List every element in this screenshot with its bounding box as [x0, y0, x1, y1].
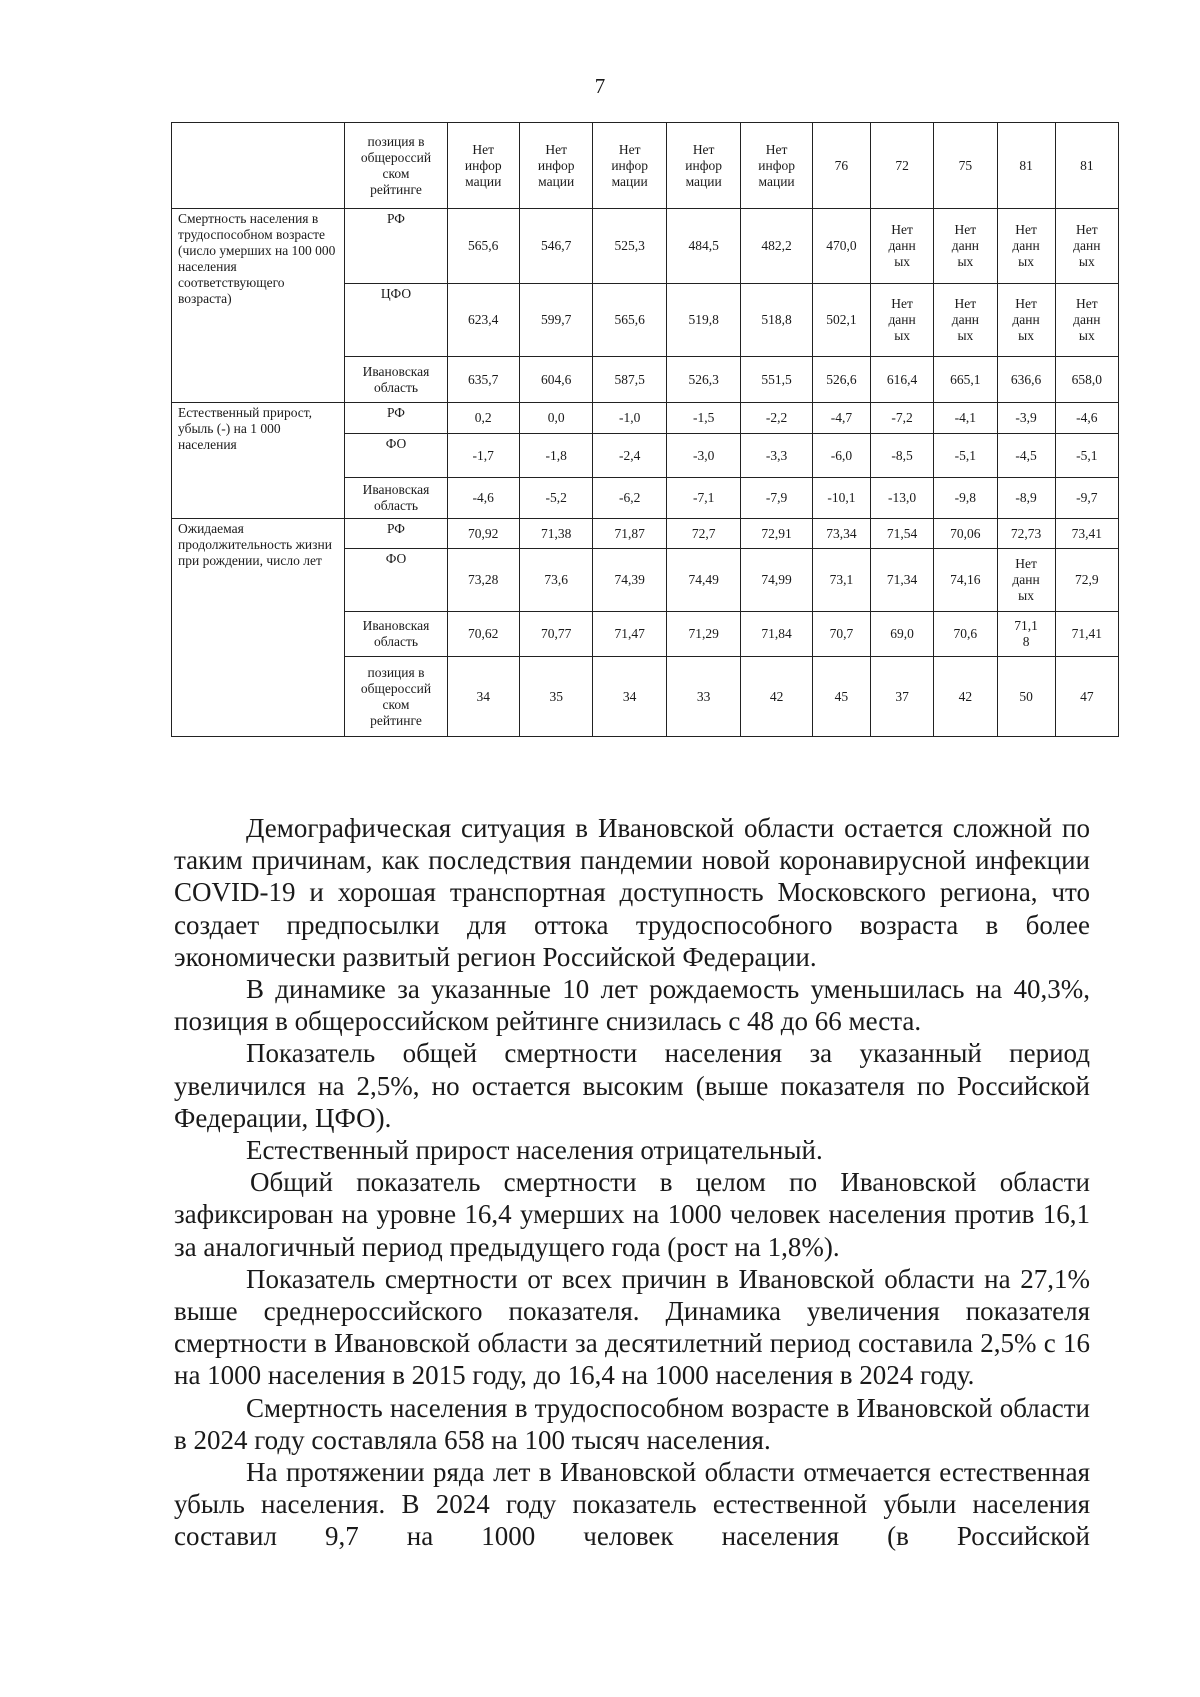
table-cell: -1,7 [447, 434, 519, 478]
region-cell: РФ [345, 519, 447, 549]
table-cell: -5,2 [519, 478, 592, 519]
table-cell: Нет данн ых [1055, 209, 1118, 284]
table-cell: 50 [997, 657, 1055, 737]
table-cell: 70,6 [934, 612, 997, 657]
table-cell: 604,6 [519, 357, 592, 403]
table-cell: 70,06 [934, 519, 997, 549]
table-cell: 551,5 [741, 357, 812, 403]
table-cell: -4,5 [997, 434, 1055, 478]
table-cell: 42 [934, 657, 997, 737]
table-cell: 33 [666, 657, 740, 737]
table-cell: 47 [1055, 657, 1118, 737]
table-cell: 502,1 [812, 284, 870, 357]
table-cell: 565,6 [447, 209, 519, 284]
table-cell: 665,1 [934, 357, 997, 403]
table-cell: 74,39 [593, 549, 666, 612]
table-cell: 0,2 [447, 403, 519, 434]
table-cell: 71,87 [593, 519, 666, 549]
table-cell: 519,8 [666, 284, 740, 357]
paragraph-1: Демографическая ситуация в Ивановской области остается сложной по таким причинам, как последствия пандемии новой коронавирусной инфекции COVID-19 и хорошая транспортная доступность Московского региона, что создает предпосылки для оттока трудоспособного возраста в более экономически развитый регион Российской Федерации. [174, 813, 1090, 972]
table-cell: 72 [870, 123, 933, 209]
table-cell: 35 [519, 657, 592, 737]
table-cell: Нет инфор мации [447, 123, 519, 209]
region-cell: Ивановская область [345, 478, 447, 519]
table-cell: 71,47 [593, 612, 666, 657]
table-cell: Нет данн ых [997, 549, 1055, 612]
table-cell: 71,84 [741, 612, 812, 657]
region-cell: Ивановская область [345, 612, 447, 657]
table-cell: 73,28 [447, 549, 519, 612]
table-cell: Нет инфор мации [666, 123, 740, 209]
table-cell: 72,7 [666, 519, 740, 549]
paragraph-4: Естественный прирост населения отрицательный. [246, 1135, 823, 1166]
rank-label-cell: позиция в общероссий ском рейтинге [345, 657, 447, 737]
table-cell: 37 [870, 657, 933, 737]
table-cell: -7,9 [741, 478, 812, 519]
table-cell: -4,6 [1055, 403, 1118, 434]
table-cell: -9,7 [1055, 478, 1118, 519]
table-row [172, 209, 1119, 284]
table-cell: 484,5 [666, 209, 740, 284]
table-cell: 74,49 [666, 549, 740, 612]
paragraph-5: Общий показатель смертности в целом по Ивановской области зафиксирован на уровне 16,4 умерших на 1000 человек населения против 16,1 за аналогичный период предыдущего года (рост на 1,8%). [174, 1167, 1090, 1262]
table-cell: -2,2 [741, 403, 812, 434]
table-cell: -8,9 [997, 478, 1055, 519]
table-cell: 546,7 [519, 209, 592, 284]
table-cell: 34 [447, 657, 519, 737]
table-row [172, 123, 1119, 209]
table-cell: 470,0 [812, 209, 870, 284]
table-cell: 72,91 [741, 519, 812, 549]
table-cell: 74,16 [934, 549, 997, 612]
table-cell: 525,3 [593, 209, 666, 284]
table-cell: -1,0 [593, 403, 666, 434]
table-row [172, 403, 1119, 434]
table-cell: 75 [934, 123, 997, 209]
table-cell: 70,92 [447, 519, 519, 549]
table-cell: 616,4 [870, 357, 933, 403]
table-cell: 71,41 [1055, 612, 1118, 657]
table-cell: 636,6 [997, 357, 1055, 403]
region-cell: ЦФО [345, 284, 447, 357]
table-cell: 623,4 [447, 284, 519, 357]
indicator-cell: Естественный прирост, убыль (-) на 1 000 населения [172, 403, 345, 519]
table-cell: -13,0 [870, 478, 933, 519]
table-cell: -2,4 [593, 434, 666, 478]
table-cell: Нет данн ых [997, 209, 1055, 284]
table-cell: 658,0 [1055, 357, 1118, 403]
demographics-table [171, 122, 1119, 737]
table-cell: -3,0 [666, 434, 740, 478]
rank-label-cell: позиция в общероссий ском рейтинге [345, 123, 447, 209]
table-cell: 70,77 [519, 612, 592, 657]
table-cell: -5,1 [934, 434, 997, 478]
table-cell: 71,29 [666, 612, 740, 657]
table-cell: 73,34 [812, 519, 870, 549]
table-cell: 69,0 [870, 612, 933, 657]
table-cell: 70,7 [812, 612, 870, 657]
table-cell: 72,73 [997, 519, 1055, 549]
table-cell: Нет данн ых [870, 209, 933, 284]
indicator-cell: Смертность населения в трудоспособном возрасте (число умерших на 100 000 населения соответствующего возраста) [172, 209, 345, 403]
table-cell: -4,7 [812, 403, 870, 434]
table-cell: 0,0 [519, 403, 592, 434]
table-cell: 76 [812, 123, 870, 209]
table-cell: Нет инфор мации [741, 123, 812, 209]
table-cell: -1,5 [666, 403, 740, 434]
table-cell: -6,0 [812, 434, 870, 478]
table-cell: Нет данн ых [934, 209, 997, 284]
table-cell: Нет инфор мации [593, 123, 666, 209]
table-cell: -8,5 [870, 434, 933, 478]
table-cell: 71,38 [519, 519, 592, 549]
region-cell: Ивановская область [345, 357, 447, 403]
table-cell: 526,6 [812, 357, 870, 403]
table-cell: 518,8 [741, 284, 812, 357]
body-text [174, 812, 1090, 1553]
page-number: 7 [594, 74, 606, 98]
table-cell: 45 [812, 657, 870, 737]
table-cell: 635,7 [447, 357, 519, 403]
table-cell: Нет данн ых [1055, 284, 1118, 357]
table-cell: 73,1 [812, 549, 870, 612]
region-cell: РФ [345, 403, 447, 434]
table-cell: -4,6 [447, 478, 519, 519]
table-cell: 599,7 [519, 284, 592, 357]
empty-indicator-cell [172, 123, 345, 209]
table-cell: Нет данн ых [997, 284, 1055, 357]
paragraph-7: Смертность населения в трудоспособном возрасте в Ивановской области в 2024 году составляла 658 на 100 тысяч населения. [174, 1392, 1090, 1455]
table-cell: Нет данн ых [934, 284, 997, 357]
table-cell: -7,1 [666, 478, 740, 519]
table-cell: -10,1 [812, 478, 870, 519]
table-cell: 73,6 [519, 549, 592, 612]
table-cell: Нет данн ых [870, 284, 933, 357]
region-cell: ФО [345, 549, 447, 612]
table-cell: 70,62 [447, 612, 519, 657]
table-cell: 71,54 [870, 519, 933, 549]
table-cell: 71,1 8 [997, 612, 1055, 657]
paragraph-8: На протяжении ряда лет в Ивановской области отмечается естественная убыль населения. В 2024 году показатель естественной убыли населения составил 9,7 на 1000 человек населения (в Российской [174, 1457, 1090, 1552]
table-cell: -9,8 [934, 478, 997, 519]
table-cell: 73,41 [1055, 519, 1118, 549]
table-cell: -7,2 [870, 403, 933, 434]
table-cell: 81 [1055, 123, 1118, 209]
paragraph-6: Показатель смертности от всех причин в Ивановской области на 27,1% выше среднероссийского показателя. Динамика увеличения показателя смертности в Ивановской области за десятилетний период составила 2,5% с 16 на 1000 населения в 2015 году, до 16,4 на 1000 населения в 2024 году. [174, 1263, 1090, 1391]
table-cell: -1,8 [519, 434, 592, 478]
table-cell: Нет инфор мации [519, 123, 592, 209]
table-row [172, 519, 1119, 549]
table-cell: 72,9 [1055, 549, 1118, 612]
table-cell: -5,1 [1055, 434, 1118, 478]
table-cell: -3,3 [741, 434, 812, 478]
table-cell: -6,2 [593, 478, 666, 519]
table-cell: -3,9 [997, 403, 1055, 434]
indicator-cell: Ожидаемая продолжительность жизни при рождении, число лет [172, 519, 345, 737]
table-cell: -4,1 [934, 403, 997, 434]
table-cell: 71,34 [870, 549, 933, 612]
table-cell: 565,6 [593, 284, 666, 357]
table-cell: 526,3 [666, 357, 740, 403]
table-cell: 587,5 [593, 357, 666, 403]
table-cell: 482,2 [741, 209, 812, 284]
region-cell: ФО [345, 434, 447, 478]
paragraph-2: В динамике за указанные 10 лет рождаемость уменьшилась на 40,3%, позиция в общероссийском рейтинге снизилась с 48 до 66 места. [174, 974, 1090, 1037]
table-cell: 74,99 [741, 549, 812, 612]
paragraph-3: Показатель общей смертности населения за указанный период увеличился на 2,5%, но остается высоким (выше показателя по Российской Федерации, ЦФО). [174, 1038, 1090, 1133]
table-cell: 42 [741, 657, 812, 737]
region-cell: РФ [345, 209, 447, 284]
table-cell: 81 [997, 123, 1055, 209]
table-cell: 34 [593, 657, 666, 737]
